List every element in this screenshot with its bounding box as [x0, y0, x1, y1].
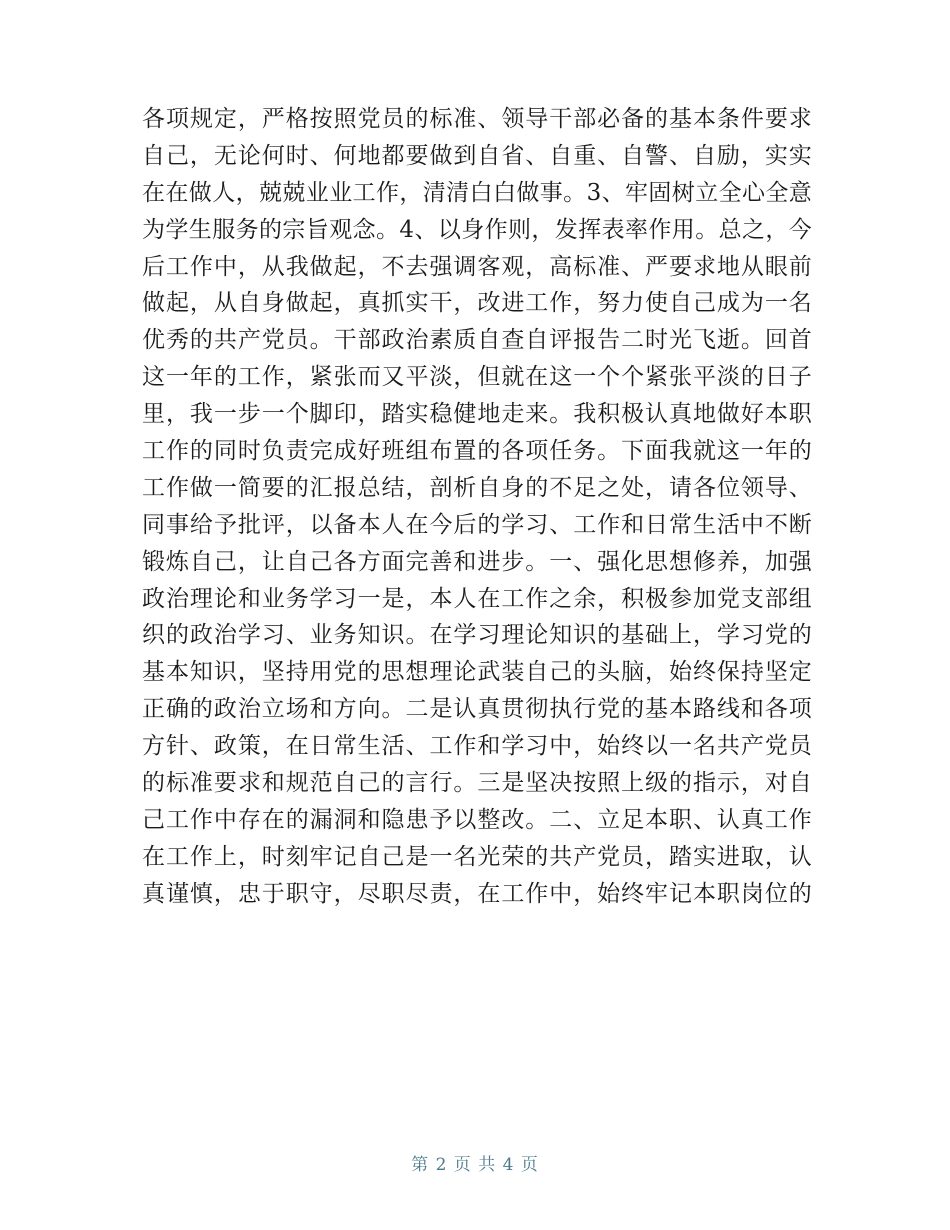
- text-line-3: 在在做人，兢兢业业工作，清清白白做事。3、牢固树立全心全意: [142, 179, 812, 206]
- text-line-5: 后工作中，从我做起，不去强调客观，高标准、严要求地从眼前: [142, 253, 812, 280]
- text-line-21: 在工作上，时刻牢记自己是一名光荣的共产党员，踏实进取，认: [142, 843, 812, 870]
- text-line-14: 政治理论和业务学习一是，本人在工作之余，积极参加党支部组: [142, 585, 812, 612]
- text-line-17: 正确的政治立场和方向。二是认真贯彻执行党的基本路线和各项: [142, 696, 812, 723]
- text-line-15: 织的政治学习、业务知识。在学习理论知识的基础上，学习党的: [142, 622, 812, 649]
- text-line-9: 里，我一步一个脚印，踏实稳健地走来。我积极认真地做好本职: [142, 401, 812, 428]
- text-line-2: 自己，无论何时、何地都要做到自省、自重、自警、自励，实实: [142, 142, 812, 169]
- text-line-7: 优秀的共产党员。干部政治素质自查自评报告二时光飞逝。回首: [142, 327, 812, 354]
- document-body: [142, 101, 812, 913]
- text-line-1: 各项规定，严格按照党员的标准、领导干部必备的基本条件要求: [142, 106, 812, 132]
- text-line-8: 这一年的工作，紧张而又平淡，但就在这一个个紧张平淡的日子: [142, 364, 812, 391]
- text-line-12: 同事给予批评，以备本人在今后的学习、工作和日常生活中不断: [142, 511, 812, 538]
- text-line-6: 做起，从自身做起，真抓实干，改进工作，努力使自己成为一名: [142, 290, 812, 317]
- text-line-10: 工作的同时负责完成好班组布置的各项任务。下面我就这一年的: [142, 438, 812, 465]
- text-line-16: 基本知识，坚持用党的思想理论武装自己的头脑，始终保持坚定: [142, 659, 812, 686]
- text-line-22: 真谨慎，忠于职守，尽职尽责，在工作中，始终牢记本职岗位的: [142, 880, 812, 907]
- text-line-18: 方针、政策，在日常生活、工作和学习中，始终以一名共产党员: [142, 733, 812, 760]
- text-line-4: 为学生服务的宗旨观念。4、以身作则，发挥表率作用。总之，今: [142, 216, 812, 243]
- text-line-13: 锻炼自己，让自己各方面完善和进步。一、强化思想修养，加强: [142, 548, 812, 575]
- page-number-footer: 第 2 页 共 4 页: [411, 1155, 539, 1175]
- text-line-19: 的标准要求和规范自己的言行。三是坚决按照上级的指示，对自: [142, 770, 812, 797]
- text-line-20: 己工作中存在的漏洞和隐患予以整改。二、立足本职、认真工作: [142, 806, 812, 833]
- text-line-11: 工作做一简要的汇报总结，剖析自身的不足之处，请各位领导、: [142, 474, 812, 501]
